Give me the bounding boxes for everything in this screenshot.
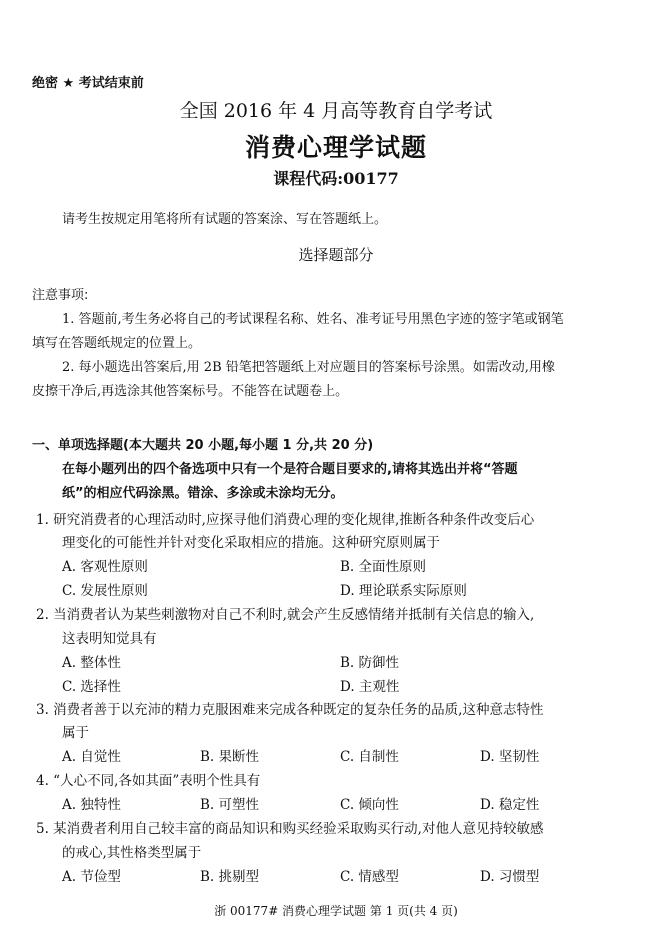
question-4-option-c: C. 倾向性 [340,797,399,813]
question-1-option-d: D. 理论联系实际原则 [340,583,467,599]
paper-title: 消费心理学试题 [244,133,427,162]
note-1-line-1: 1. 答题前,考生务必将自己的考试课程名称、姓名、准考证号用黑色字迹的签字笔或钢笔 [62,312,564,327]
part1-instruction-line-1: 在每小题列出的四个备选项中只有一个是符合题目要求的,请将其选出并将“答题 [62,462,518,477]
exam-title: 全国 2016 年 4 月高等教育自学考试 [179,100,493,122]
question-1-option-b: B. 全面性原则 [340,559,427,575]
question-5-line-1: 5. 某消费者利用自己较丰富的商品知识和购买经验采取购买行动,对他人意见持较敏感 [36,821,544,837]
answer-instruction: 请考生按规定用笔将所有试题的答案涂、写在答题纸上。 [62,212,388,227]
question-1-option-c: C. 发展性原则 [62,583,148,599]
part1-instruction-line-2: 纸”的相应代码涂黑。错涂、多涂或未涂均无分。 [62,486,344,501]
page-footer: 浙 00177# 消费心理学试题 第 1 页(共 4 页) [214,904,458,918]
note-1-line-2: 填写在答题纸规定的位置上。 [32,336,202,351]
question-2-line-1: 2. 当消费者认为某些刺激物对自己不利时,就会产生反感情绪并抵制有关信息的输入, [36,607,535,623]
question-2-option-d: D. 主观性 [340,679,400,695]
question-3-option-a: A. 自觉性 [62,749,121,765]
question-4-option-b: B. 可塑性 [200,797,260,813]
question-4-option-d: D. 稳定性 [480,797,540,813]
question-5-option-d: D. 习惯型 [480,869,540,885]
secret-mark: 绝密 ★ 考试结束前 [32,76,144,91]
question-2-option-a: A. 整体性 [62,655,121,671]
part1-heading: 一、单项选择题(本大题共 20 小题,每小题 1 分,共 20 分) [32,438,374,453]
note-2-line-2: 皮擦干净后,再选涂其他答案标号。不能答在试题卷上。 [32,384,349,399]
question-5-option-b: B. 挑剔型 [200,869,260,885]
question-4-line-1: 4. “人心不同,各如其面”表明个性具有 [36,773,261,789]
question-2-line-2: 这表明知觉具有 [62,631,157,647]
course-code: 课程代码:00177 [273,169,399,188]
question-5-line-2: 的戒心,其性格类型属于 [62,845,202,861]
question-1-option-a: A. 客观性原则 [62,559,148,575]
question-1-line-1: 1. 研究消费者的心理活动时,应探寻他们消费心理的变化规律,推断各种条件改变后心 [36,512,535,528]
question-5-option-a: A. 节俭型 [62,869,121,885]
question-5-option-c: C. 情感型 [340,869,399,885]
question-1-line-2: 理变化的可能性并针对变化采取相应的措施。这种研究原则属于 [62,535,440,551]
note-2-line-1: 2. 每小题选出答案后,用 2B 铅笔把答题纸上对应题目的答案标号涂黑。如需改动,用橡 [62,360,555,375]
question-2-option-b: B. 防御性 [340,655,400,671]
question-3-option-d: D. 坚韧性 [480,749,540,765]
question-3-option-b: B. 果断性 [200,749,260,765]
question-3-option-c: C. 自制性 [340,749,399,765]
question-3-line-2: 属于 [62,725,89,741]
section-title: 选择题部分 [298,246,374,264]
question-2-option-c: C. 选择性 [62,679,121,695]
question-3-line-1: 3. 消费者善于以充沛的精力克服困难来完成各种既定的复杂任务的品质,这种意志特性 [36,702,544,718]
question-4-option-a: A. 独特性 [62,797,121,813]
notes-title: 注意事项: [32,288,89,303]
